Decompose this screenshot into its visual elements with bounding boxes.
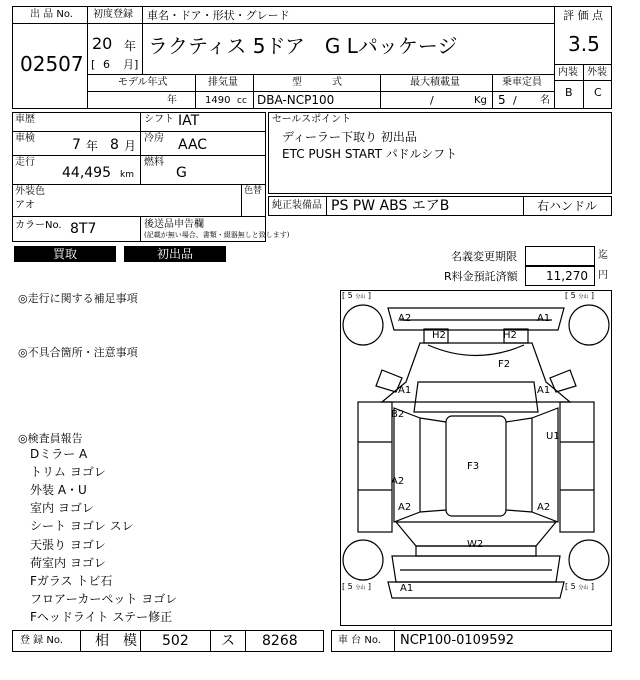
first-reg-year: 20 xyxy=(92,34,113,53)
inspector-line: フロアーカーペット ヨゴレ xyxy=(30,592,178,606)
inspection-label: 車検 xyxy=(15,133,35,144)
mark-f2-windshield: F2 xyxy=(498,359,511,370)
tag-buy: 買取 xyxy=(14,246,116,262)
inspection-month: 8 xyxy=(110,137,119,153)
first-reg-month: 6 xyxy=(103,58,110,71)
mark-a2-left-rear-door: A2 xyxy=(391,476,405,487)
car-name-label: 車名・ドア・形状・グレード xyxy=(147,9,290,22)
max-load-sep: / xyxy=(430,94,434,107)
mileage-label: 走行 xyxy=(15,157,35,168)
mark-h2-right-headlight: H2 xyxy=(503,330,517,341)
mark-a2-left-quarter: A2 xyxy=(398,502,412,513)
driving-notes-label: ◎走行に関する補足事項 xyxy=(18,292,138,305)
registration-class: 502 xyxy=(162,633,189,649)
car-outline-diagram xyxy=(340,290,612,626)
shift-label: シフト xyxy=(144,114,174,125)
model-year-label: モデル年式 xyxy=(118,77,168,88)
rating-value: 3.5 xyxy=(568,32,600,56)
registration-label: 登 録 No. xyxy=(20,635,63,646)
tire-circle-rl xyxy=(343,540,383,580)
first-reg-month-unit: 月 xyxy=(123,58,134,71)
chassis-number: NCP100-0109592 xyxy=(400,633,515,648)
mark-a1-right-fender: A1 xyxy=(537,385,551,396)
history-label: 車歴 xyxy=(15,114,35,125)
mark-h2-left-headlight: H2 xyxy=(432,330,446,341)
displacement-label: 排気量 xyxy=(208,77,238,88)
handle-value: 右ハンドル xyxy=(537,199,598,213)
capacity-value: 5 xyxy=(498,93,506,107)
recycle-value: 11,270 xyxy=(546,269,588,283)
name-change-box xyxy=(525,246,595,266)
capacity-sep: / xyxy=(513,94,517,107)
first-reg-year-unit: 年 xyxy=(124,39,137,53)
lot-label: 出 品 No. xyxy=(30,9,73,20)
inspector-line: 荷室内 ヨゴレ xyxy=(30,556,106,570)
mark-b2-left-pillar: B2 xyxy=(391,409,405,420)
mileage-value: 44,495 xyxy=(62,165,111,181)
registration-number: 8268 xyxy=(262,633,298,649)
color-value: アオ xyxy=(15,200,35,211)
model-year-unit: 年 xyxy=(167,95,177,106)
name-change-unit: 迄 xyxy=(598,250,608,261)
defects-label: ◎不具合箇所・注意事項 xyxy=(18,346,138,359)
inspector-line: Dミラー A xyxy=(30,447,88,461)
inspector-line: 天張り ヨゴレ xyxy=(30,538,106,552)
car-name: ラクティス 5ドア G Lパッケージ xyxy=(148,34,458,58)
inspector-line: Fガラス トビ石 xyxy=(30,574,113,588)
recycle-unit: 円 xyxy=(598,270,608,281)
mileage-unit: km xyxy=(120,170,134,180)
max-load-unit: Kg xyxy=(474,95,487,106)
fuel-label: 燃料 xyxy=(144,157,164,168)
inspector-line: 室内 ヨゴレ xyxy=(30,501,94,515)
mark-u1-right-door: U1 xyxy=(546,431,560,442)
mark-a1-front-bumper: A1 xyxy=(537,313,551,324)
tire-circle-rr xyxy=(569,540,609,580)
inspector-report-label: ◎検査員報告 xyxy=(18,432,83,445)
capacity-label: 乗車定員 xyxy=(502,77,542,88)
type-value: DBA-NCP100 xyxy=(257,93,335,107)
mark-f3-roof: F3 xyxy=(467,461,480,472)
sales-points-label: セールスポイント xyxy=(272,114,352,125)
registration-area: 相 模 xyxy=(95,633,137,649)
sales-line-1: ディーラー下取り 初出品 xyxy=(282,130,417,144)
color-no-label: カラーNo. xyxy=(15,220,62,231)
mark-a1-rear-bumper: A1 xyxy=(400,583,414,594)
name-change-label: 名義変更期限 xyxy=(451,250,517,263)
docs-label: 後送品申告欄 xyxy=(144,219,204,230)
color-no-value: 8T7 xyxy=(70,221,97,237)
color-label: 外装色 xyxy=(15,186,45,197)
chassis-label: 車 台 No. xyxy=(338,635,381,646)
ac-value: AAC xyxy=(178,137,208,153)
inspector-line: シート ヨゴレ スレ xyxy=(30,519,134,533)
tire-circle-fr xyxy=(569,305,609,345)
interior-grade: B xyxy=(565,86,573,99)
tire-front-right: [ 5 分山 ] xyxy=(565,291,594,300)
mark-a2-front-bumper: A2 xyxy=(398,313,412,324)
tire-rear-left: [ 5 分山 ] xyxy=(342,582,371,591)
tag-first-listing: 初出品 xyxy=(124,246,226,262)
shift-value: IAT xyxy=(178,113,200,129)
max-load-label: 最大積載量 xyxy=(410,77,460,88)
type-label: 型 式 xyxy=(292,77,342,88)
exterior-label: 外装 xyxy=(587,67,607,78)
lot-number: 02507 xyxy=(20,52,84,76)
inspector-line: Fヘッドライト ステー修正 xyxy=(30,610,173,624)
mark-w2-rear-glass: W2 xyxy=(467,539,484,550)
first-reg-label: 初度登録 xyxy=(93,9,133,20)
rating-label: 評 価 点 xyxy=(563,9,603,22)
fuel-value: G xyxy=(176,165,187,181)
inspector-line: 外装 A・U xyxy=(30,483,87,497)
tire-front-left: [ 5 分山 ] xyxy=(342,291,371,300)
recycle-label: R料金預託済額 xyxy=(444,270,518,283)
inspection-month-unit: 月 xyxy=(124,139,137,153)
equipment-label: 純正装備品 xyxy=(272,200,322,211)
displacement-value: 1490 xyxy=(205,95,231,106)
mark-a1-left-fender: A1 xyxy=(398,385,412,396)
docs-note: (記載が無い場合、書類・綴器無しと致します) xyxy=(144,231,290,239)
repaint-label: 色替 xyxy=(244,186,263,196)
equipment-value: PS PW ABS エアB xyxy=(331,198,450,214)
capacity-unit: 名 xyxy=(540,95,550,106)
inspector-line: トリム ヨゴレ xyxy=(30,465,106,479)
registration-kana: ス xyxy=(221,633,235,649)
exterior-grade: C xyxy=(594,86,602,99)
mark-a2-right-quarter: A2 xyxy=(537,502,551,513)
interior-label: 内装 xyxy=(558,67,578,78)
tire-circle-fl xyxy=(343,305,383,345)
inspection-year-unit: 年 xyxy=(86,139,99,153)
displacement-unit: cc xyxy=(237,96,247,106)
tire-rear-right: [ 5 分山 ] xyxy=(565,582,594,591)
sales-line-2: ETC PUSH START パドルシフト xyxy=(282,147,458,161)
ac-label: 冷房 xyxy=(144,133,164,144)
inspection-year: 7 xyxy=(72,137,81,153)
